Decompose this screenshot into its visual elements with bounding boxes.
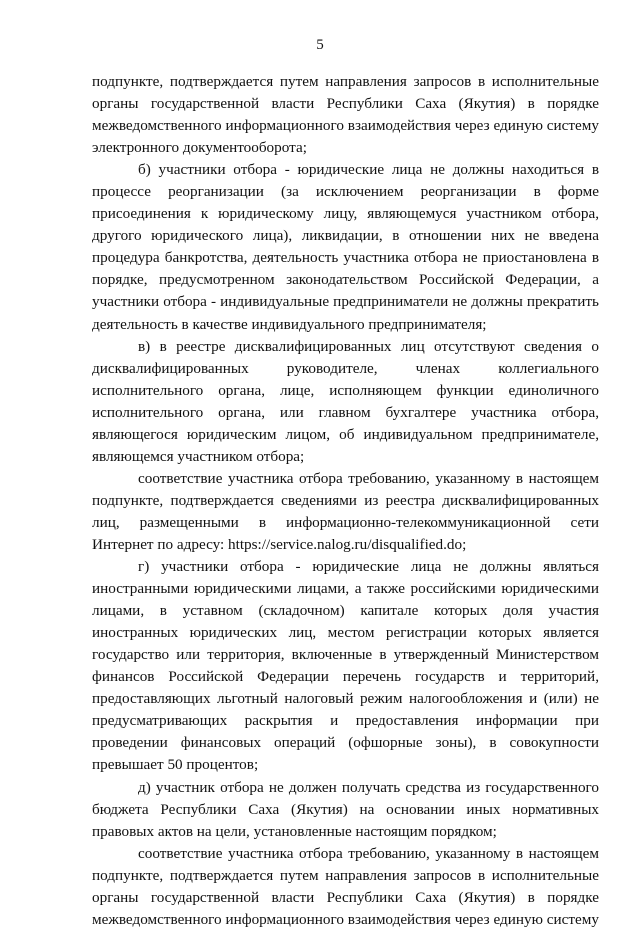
paragraph-item-v: в) в реестре дисквалифицированных лиц отсутствуют сведения о дисквалифицированных руководителе, членах коллегиального исполнительного органа, лице, исполняющем функции единоличного исполнительного органа, или главном бухгалтере участника отбора, являющегося юридическим лицом, об индивидуальном предпринимателе, являющемся участником отбора;	[92, 337, 599, 465]
page-number: 5	[316, 37, 324, 53]
document-body	[92, 71, 599, 931]
paragraph-item-g: г) участники отбора - юридические лица не должны являться иностранными юридическими лицами, а также российскими юридическими лицами, в уставном (складочном) капитале которых доля участия иностранных юридических лиц, местом регистрации которых является государство или территория, включенные в утвержденный Министерством финансов Российской Федерации перечень государств и территорий, предоставляющих льготный налоговый режим налогообложения и (или) не предусматривающих раскрытия и предоставления информации при проведении финансовых операций (офшорные зоны), в совокупности превышает 50 процентов;	[92, 558, 599, 774]
paragraph-compliance-disqualified: соответствие участника отбора требованию, указанному в настоящем подпункте, подтверждается сведениями из реестра дисквалифицированных лиц, размещенными в информационно-телекоммуникационной сети Интернет по адресу: https://service.nalog.ru/disqualified.do;	[92, 469, 599, 553]
paragraph-item-d: д) участник отбора не должен получать средства из государственного бюджета Республики Саха (Якутия) на основании иных нормативных правовых актов на цели, установленные настоящим порядком;	[92, 778, 599, 840]
paragraph-continuation: подпункте, подтверждается путем направления запросов в исполнительные органы государственной власти Республики Саха (Якутия) в порядке межведомственного информационного взаимодействия через единую систему электронного документооборота;	[92, 73, 599, 157]
paragraph-item-b: б) участники отбора - юридические лица не должны находиться в процессе реорганизации (за исключением реорганизации в форме присоединения к юридическому лицу, являющемуся участником отбора, другого юридического лица), ликвидации, в отношении них не введена процедура банкротства, деятельность участника отбора не приостановлена в порядке, предусмотренном законодательством Российской Федерации, а участники отбора - индивидуальные предприниматели не должны прекратить деятельность в качестве индивидуального предпринимателя;	[92, 161, 599, 333]
paragraph-compliance-interagency: соответствие участника отбора требованию, указанному в настоящем подпункте, подтверждается путем направления запросов в исполнительные органы государственной власти Республики Саха (Якутия) в порядке межведомственного информационного взаимодействия через единую систему	[92, 844, 599, 928]
